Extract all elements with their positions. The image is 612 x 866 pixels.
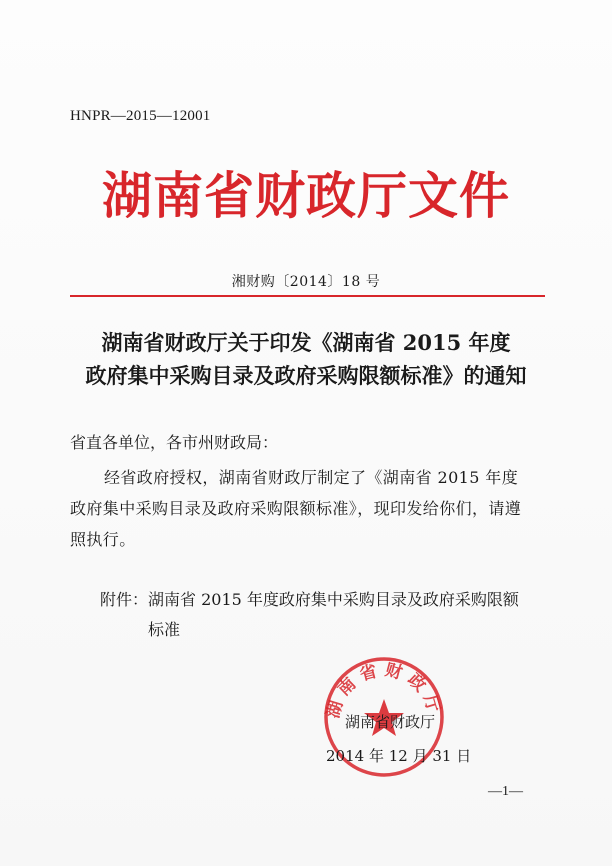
- attachment-note: [100, 585, 540, 645]
- red-divider: [70, 295, 545, 297]
- signature-date: 2014 年 12 月 31 日: [326, 747, 472, 765]
- page-number: —1—: [488, 784, 523, 799]
- title-line-2: 政府集中采购目录及政府采购限额标准》的通知: [85, 363, 527, 388]
- attachment-line-2: 标准: [148, 620, 181, 639]
- attachment-line-1: 湖南省 2015 年度政府集中采购目录及政府采购限额: [148, 590, 519, 609]
- salutation: 省直各单位，各市州财政局：: [70, 433, 279, 452]
- document-header: 湖南省财政厅文件: [102, 167, 510, 225]
- signature-organization: 湖南省财政厅: [345, 713, 436, 731]
- title-line-1: 湖南省财政厅关于印发《湖南省 2015 年度: [101, 330, 511, 355]
- document-title: [0, 326, 612, 392]
- svg-text:湖南省财政厅: 湖南省财政厅: [323, 660, 445, 721]
- document-code: HNPR—2015—12001: [70, 108, 211, 124]
- attachment-label: 附件：: [100, 590, 149, 609]
- document-number: 湘财购〔2014〕18 号: [231, 274, 381, 290]
- body-paragraph: 经省政府授权，湖南省财政厅制定了《湖南省 2015 年度政府集中采购目录及政府采购限额标准》，现印发给你们，请遵照执行。: [70, 468, 522, 549]
